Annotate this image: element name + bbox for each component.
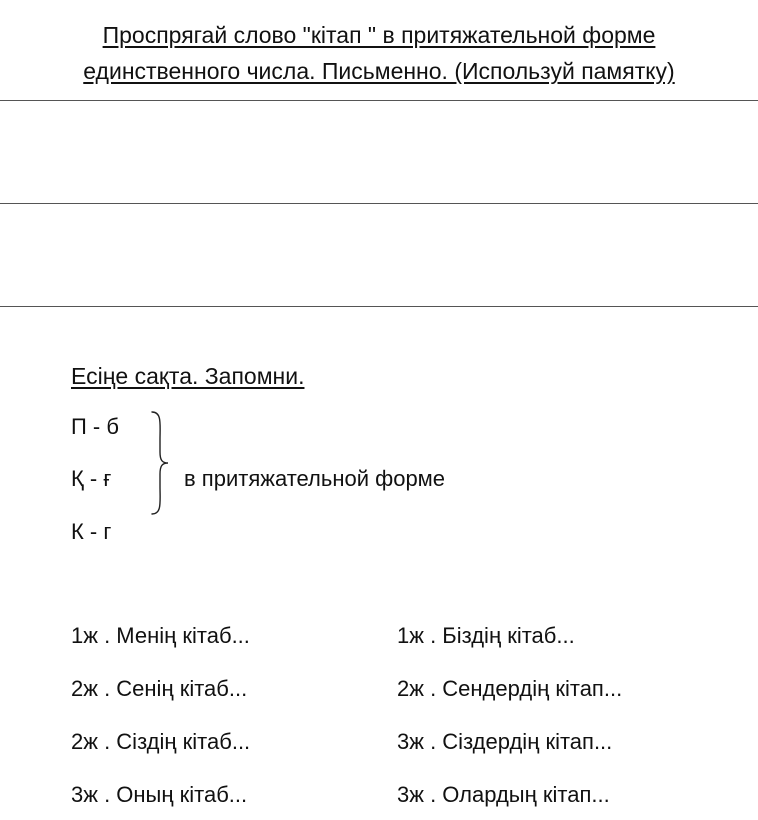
conjugation-right-2: 2ж . Сендердің кітап... [397, 676, 623, 701]
conjugation-right-4: 3ж . Олардың кітап... [397, 782, 610, 807]
task-title-line-1: Проспрягай слово "кітап " в притяжательной форме [102, 22, 656, 48]
task-title-line-2: единственного числа. Письменно. (Используй памятку) [83, 58, 675, 84]
curly-brace-icon [148, 410, 172, 516]
letter-pair-q-gh: Қ - ғ [71, 466, 112, 491]
writing-line [0, 306, 758, 307]
conjugation-left-1: 1ж . Менің кітаб... [71, 623, 250, 648]
memo-title: Есіңе сақта. Запомни. [71, 363, 305, 389]
letter-pair-k-g: К - г [71, 519, 112, 544]
letter-pair-p-b: П - б [71, 414, 119, 439]
conjugation-left-3: 2ж . Сіздің кітаб... [71, 729, 251, 754]
conjugation-right-1: 1ж . Біздің кітаб... [397, 623, 575, 648]
conjugation-left-4: 3ж . Оның кітаб... [71, 782, 248, 807]
conjugation-left-2: 2ж . Сенің кітаб... [71, 676, 248, 701]
brace-label: в притяжательной форме [184, 466, 446, 491]
writing-line [0, 100, 758, 101]
conjugation-right-3: 3ж . Сіздердің кітап... [397, 729, 613, 754]
writing-line [0, 203, 758, 204]
